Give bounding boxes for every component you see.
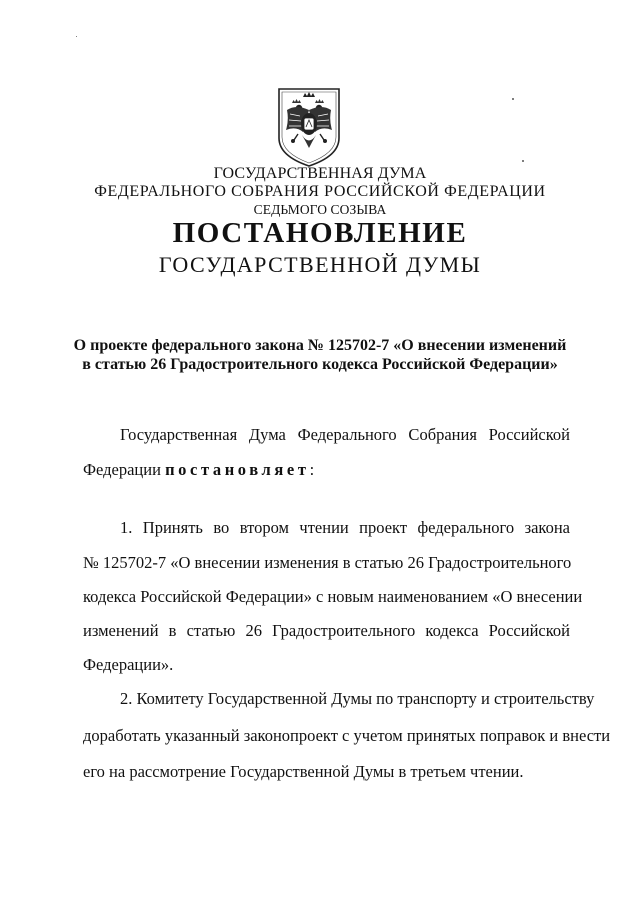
- preamble-text: Федерации: [83, 460, 166, 479]
- document-type-title: ПОСТАНОВЛЕНИЕ: [172, 217, 468, 249]
- scan-speck: [76, 36, 77, 37]
- header-line-convocation: СЕДЬМОГО СОЗЫВА: [253, 202, 387, 217]
- preamble-line-1: Государственная Дума Федерального Собрания Российской: [120, 425, 570, 444]
- item1-line-1: 1. Принять во втором чтении проект федерального закона: [120, 518, 570, 537]
- scan-speck: [512, 98, 514, 100]
- item1-line-4: изменений в статью 26 Градостроительного кодекса Российской: [83, 621, 570, 640]
- item1-line-3: кодекса Российской Федерации» с новым наименованием «О внесении: [83, 587, 583, 606]
- scan-speck: [522, 160, 524, 162]
- header-line-duma: ГОСУДАРСТВЕННАЯ ДУМА: [213, 165, 427, 182]
- emblem: [276, 86, 342, 168]
- item2-line-1: 2. Комитету Государственной Думы по транспорту и строительству: [120, 689, 595, 708]
- coat-of-arms-icon: [276, 86, 342, 168]
- item2-line-2: доработать указанный законопроект с учетом принятых поправок и внести: [83, 726, 611, 745]
- document-issuer: ГОСУДАРСТВЕННОЙ ДУМЫ: [158, 252, 482, 277]
- resolves-emphasis: постановляет: [165, 460, 310, 479]
- item1-line-5: Федерации».: [83, 655, 174, 674]
- preamble-line-2: [83, 460, 570, 480]
- preamble-colon: :: [309, 460, 315, 479]
- item1-line-2: № 125702-7 «О внесении изменения в статью 26 Градостроительного: [83, 553, 572, 572]
- subject-line-1: О проекте федерального закона № 125702-7 «О внесении изменений: [73, 337, 567, 354]
- item2-line-3: его на рассмотрение Государственной Думы в третьем чтении.: [83, 762, 524, 781]
- header-line-assembly: ФЕДЕРАЛЬНОГО СОБРАНИЯ РОССИЙСКОЙ ФЕДЕРАЦИИ: [94, 183, 546, 200]
- subject-line-2: в статью 26 Градостроительного кодекса Российской Федерации»: [82, 356, 558, 373]
